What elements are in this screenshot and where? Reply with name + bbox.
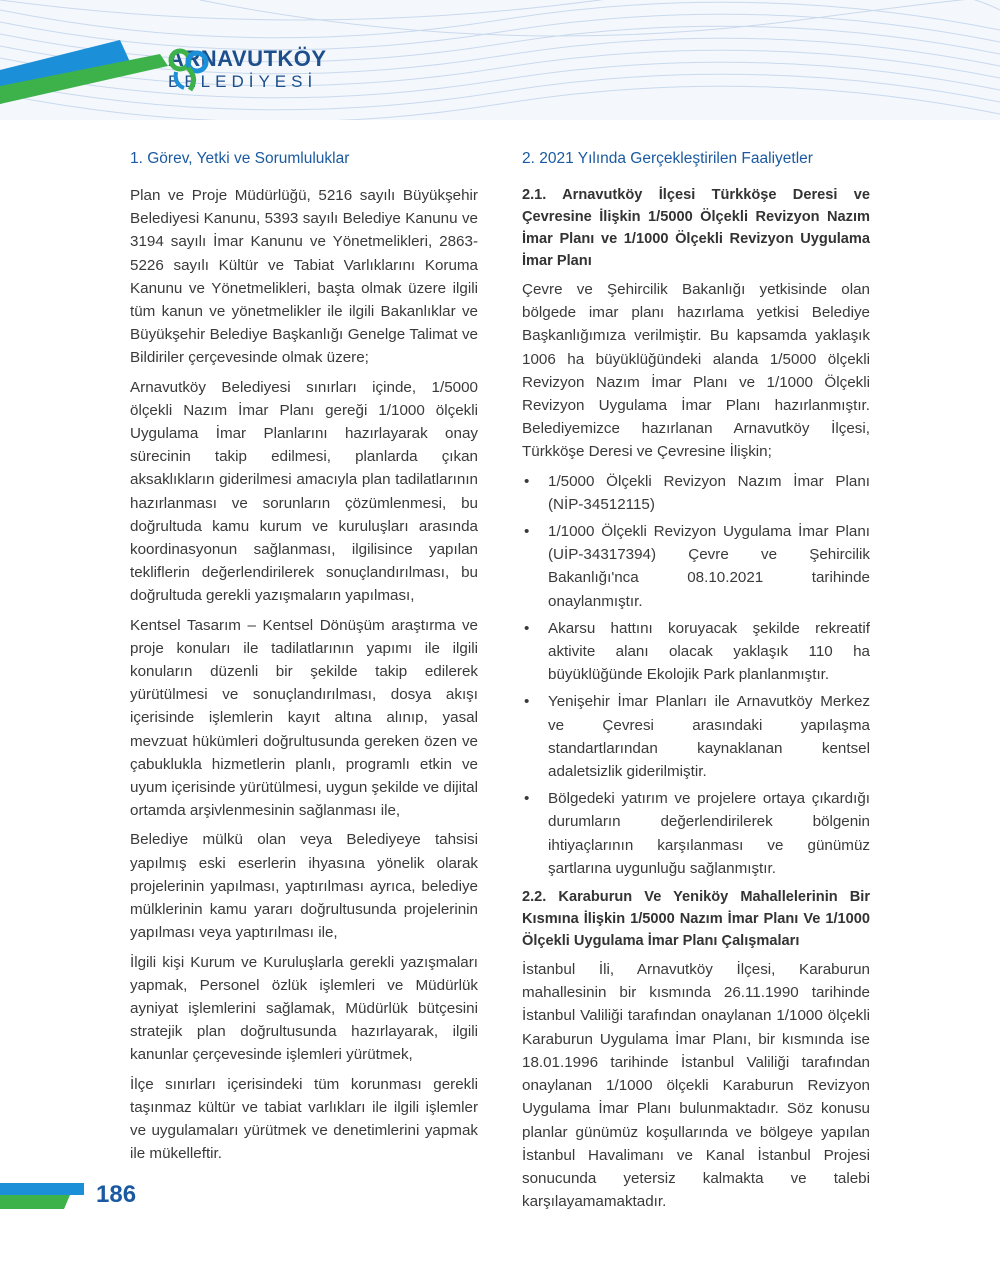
logo (168, 48, 327, 90)
paragraph: İlgili kişi Kurum ve Kuruluşlarla gerekli yazışmaları yapmak, Personel özlük işlemleri ve Müdürlük ayniyat işlemlerini sağlamak, Müdürlük bütçesini stratejik plan doğrultusunda hazırlayarak, ilgili kanunlar çerçevesinde işlemleri yürütmek, (130, 953, 478, 1064)
bullet-list (522, 470, 870, 880)
footer-stripe (0, 1183, 84, 1209)
paragraph: İlçe sınırları içerisindeki tüm korunması gerekli taşınmaz kültür ve tabiat varlıkları ile ilgili işlemler ve uygulamaları yürütmek ve denetimlerini yapmak ile mükelleftir. (130, 1075, 478, 1163)
list-item: • Yenişehir İmar Planları ile Arnavutköy Merkez ve Çevresi arasındaki yapılaşma standartlarından kaynaklanan kentsel adaletsizlik giderilmiştir. (522, 690, 870, 783)
paragraph: Plan ve Proje Müdürlüğü, 5216 sayılı Büyükşehir Belediyesi Kanunu, 5393 sayılı Belediye Kanunu ve 3194 sayılı İmar Kanunu ve Yönetmelikleri, 2863-5226 sayılı Kültür ve Tabiat Varlıklarını Koruma Kanunu ve Yönetmelikleri, başta olmak üzere ilgili tüm kanun ve yönetmelikler ile ilgili Bakanlıklar ve Büyükşehir Belediye Başkanlığı Genelge Talimat ve Bildiriler çerçevesinde olmak üzere; (130, 187, 478, 367)
municipality-logo-icon (168, 48, 210, 92)
subsection-heading: 2.2. Karaburun Ve Yeniköy Mahallelerinin Bir Kısmına İlişkin 1/5000 Nazım İmar Planı Ve 1/1000 Ölçekli Uygulama İmar Planı Çalışmaları (522, 889, 870, 950)
logo-subtitle: BELEDİYESİ (168, 72, 318, 91)
list-item: • Akarsu hattını koruyacak şekilde rekreatif aktivite alanı olacak yaklaşık 110 ha büyüklüğünde Ekolojik Park planlanmıştır. (522, 617, 870, 687)
list-item: • 1/5000 Ölçekli Revizyon Nazım İmar Planı (NİP-34512115) (522, 470, 870, 516)
logo-name: ARNAVUTKÖY (168, 46, 327, 71)
header-wave-pattern (0, 0, 1000, 120)
paragraph: Arnavutköy Belediyesi sınırları içinde, 1/5000 ölçekli Nazım İmar Planı gereği 1/1000 ölçekli Uygulama İmar Planlarını hazırlayarak onay sürecinin takip edilmesi, planlarda çıkan aksaklıkların giderilmesi amacıyla plan tadilatlarının hazırlanması ve sorunların çözümlenmesi, bu doğrultuda kamu kurum ve kuruluşları arasında koordinasyonun sağlanması, ilgilisince yapılan tekliflerin değerlendirilerek sonuçlandırılması, bu doğrultuda gerekli yazışmaların yapılması, (130, 378, 478, 605)
list-item: • Bölgedeki yatırım ve projelere ortaya çıkardığı durumların değerlendirilerek bölgenin ihtiyaçlarının karşılanması ve günümüz şartlarına uygunluğu sağlanmıştır. (522, 787, 870, 880)
paragraph: Belediye mülkü olan veya Belediyeye tahsisi yapılmış eski eserlerin ihyasına yönelik olarak projelerinin yapılması, yaptırılması ayrıca, belediye mülklerinin kamu yararı doğrultusunda projelerinin yapılması veya yaptırılması ile, (130, 831, 478, 942)
right-column (522, 148, 870, 1219)
section-heading: 1. Görev, Yetki ve Sorumluluklar (130, 150, 350, 167)
subsection-heading: 2.1. Arnavutköy İlçesi Türkköşe Deresi ve Çevresine İlişkin 1/5000 Ölçekli Revizyon Nazım İmar Planı ve 1/1000 Ölçekli Revizyon Uygulama İmar Planı (522, 187, 870, 269)
paragraph: İstanbul İli, Arnavutköy İlçesi, Karaburun mahallesinin bir kısmında 26.11.1990 tarihinde İstanbul Valiliği tarafından onaylanan 1/1000 ölçekli Karaburun Uygulama İmar Planı, bir kısmında ise 18.01.1996 tarihinde İstanbul Valiliği tarafından onaylanan 1/1000 ölçekli Karaburun Revizyon Uygulama İmar Planı bulunmaktadır. Söz konusu planlar günümüz koşullarında ve bölgeye yapılan İstanbul Havalimanı ve Kanal İstanbul Projesi sonucunda yetersiz kalmakta ve talebi karşılayamamaktadır. (522, 961, 870, 1211)
page-number: 186 (96, 1181, 137, 1208)
paragraph: Çevre ve Şehircilik Bakanlığı yetkisinde olan bölgede imar planı hazırlama yetkisi Belediye Başkanlığımıza verilmiştir. Bu kapsamda yaklaşık 1006 ha büyüklüğündeki alanda 1/5000 ölçekli Revizyon Nazım İmar Planı ve 1/1000 Ölçekli Revizyon Uygulama İmar Planı hazırlanmıştır. Belediyemizce hazırlanan Arnavutköy İlçesi, Türkköşe Deresi ve Çevresine İlişkin; (522, 281, 870, 461)
list-item: • 1/1000 Ölçekli Revizyon Uygulama İmar Planı (UİP-34317394) Çevre ve Şehircilik Bakanlığı'nca 08.10.2021 tarihinde onaylanmıştır. (522, 520, 870, 613)
left-column (130, 148, 478, 1171)
section-heading: 2. 2021 Yılında Gerçekleştirilen Faaliyetler (522, 150, 813, 167)
page-header (0, 0, 1000, 120)
paragraph: Kentsel Tasarım – Kentsel Dönüşüm araştırma ve proje konuları ile tadilatlarının yapımı ile ilgili konuların düzenli bir şekilde takip edilerek yürütülmesi ve sonuçlandırılması, dosya akışı içerisinde işlemlerin kayıt altına alınıp, yasal mevzuat hükümleri doğrultusunda gereken özen ve çabuklukla hizmetlerin planlı, programlı etkin ve uyum içerisinde yürütülmesi, uygun şekilde ve dijital ortamda arşivlenmesinin sağlanması ile, (130, 616, 478, 820)
